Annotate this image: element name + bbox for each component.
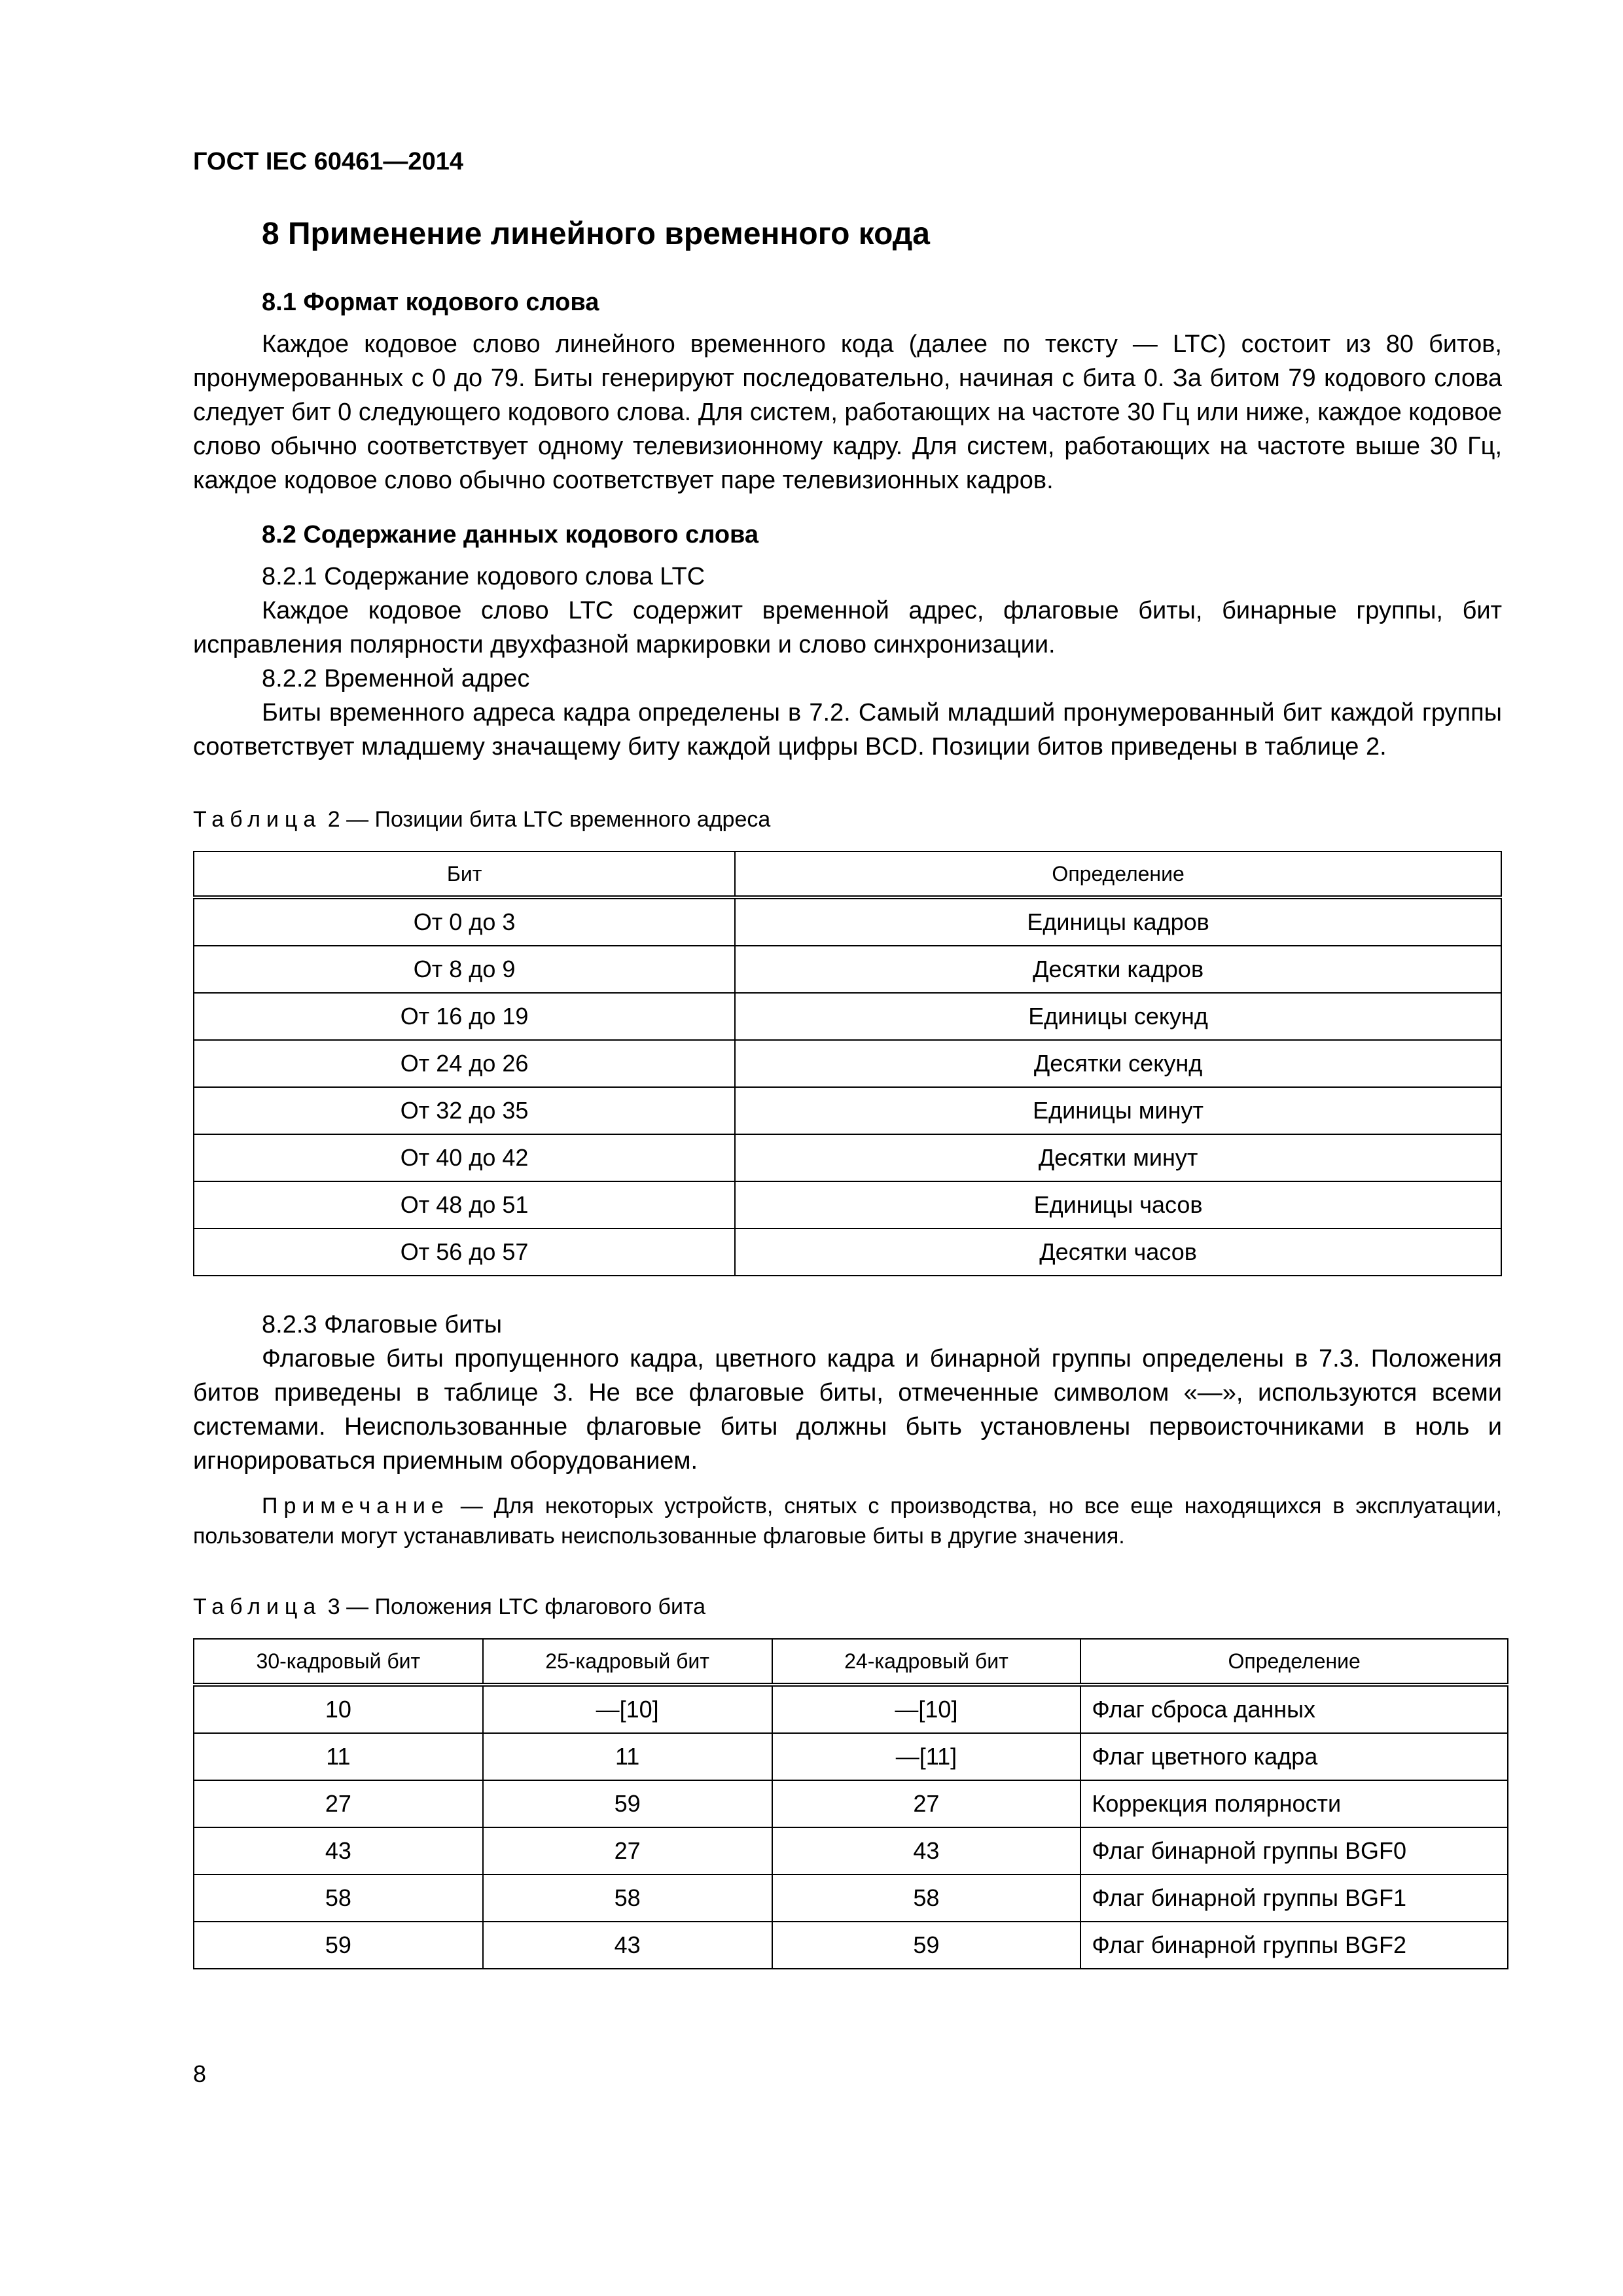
note: [193, 1491, 1502, 1551]
section-title: 8 Применение линейного временного кода: [262, 217, 930, 251]
standard-header: ГОСТ IEC 60461—2014: [193, 148, 463, 175]
table-cell: 58: [772, 1874, 1081, 1922]
table-cell: Флаг бинарной группы BGF2: [1080, 1922, 1508, 1969]
table-2-caption: [193, 807, 1502, 833]
table-row: [194, 1181, 1501, 1229]
table-cell: Десятки кадров: [735, 946, 1501, 993]
table-3-caption: [193, 1594, 1502, 1620]
table-cell: 43: [194, 1827, 483, 1874]
table-cell: 59: [483, 1780, 772, 1827]
table-row: [194, 1733, 1508, 1780]
table-cell: Флаг бинарной группы BGF1: [1080, 1874, 1508, 1922]
table-3: [193, 1638, 1508, 1969]
table-cell: 58: [483, 1874, 772, 1922]
table-cell: Единицы кадров: [735, 897, 1501, 946]
table-2-header-definition: Определение: [735, 852, 1501, 897]
table-cell: —[10]: [483, 1685, 772, 1733]
subsection-8-2-2-text: Биты временного адреса кадра определены в 7.2. Самый младший пронумерованный бит каждой группы соответствует младшему значащему биту каждой цифры BCD. Позиции битов приведены в таблице 2.: [193, 699, 1502, 761]
table-row: [194, 1040, 1501, 1087]
table-cell: От 8 до 9: [194, 946, 735, 993]
table-cell: Десятки часов: [735, 1229, 1501, 1276]
table-3-header-30: 30-кадровый бит: [194, 1639, 483, 1685]
table-cell: Единицы секунд: [735, 993, 1501, 1040]
table-2-header-bit: Бит: [194, 852, 735, 897]
table-3-header-24: 24-кадровый бит: [772, 1639, 1081, 1685]
table-cell: —[11]: [772, 1733, 1081, 1780]
table-row: [194, 1780, 1508, 1827]
table-cell: —[10]: [772, 1685, 1081, 1733]
table-cell: От 40 до 42: [194, 1134, 735, 1181]
subsection-8-2-1-text: Каждое кодовое слово LTC содержит временной адрес, флаговые биты, бинарные группы, бит исправления полярности двухфазной маркировки и слово синхронизации.: [193, 597, 1502, 658]
table-row: [194, 1134, 1501, 1181]
table-row: [194, 1087, 1501, 1134]
table-cell: Флаг сброса данных: [1080, 1685, 1508, 1733]
table-row: [194, 1827, 1508, 1874]
table-cell: 58: [194, 1874, 483, 1922]
table-row: [194, 946, 1501, 993]
table-3-label: Таблица: [193, 1594, 322, 1619]
table-cell: Десятки секунд: [735, 1040, 1501, 1087]
table-cell: 59: [772, 1922, 1081, 1969]
table-cell: От 48 до 51: [194, 1181, 735, 1229]
table-cell: Коррекция полярности: [1080, 1780, 1508, 1827]
table-row: [194, 897, 1501, 946]
table-row: [194, 1685, 1508, 1733]
table-3-header-25: 25-кадровый бит: [483, 1639, 772, 1685]
table-row: [194, 1229, 1501, 1276]
table-cell: От 32 до 35: [194, 1087, 735, 1134]
subsection-8-2-2-title: 8.2.2 Временной адрес: [262, 665, 530, 692]
table-cell: Флаг цветного кадра: [1080, 1733, 1508, 1780]
note-label: Примечание: [262, 1494, 450, 1518]
table-cell: От 16 до 19: [194, 993, 735, 1040]
subsection-8-2-3-title: 8.2.3 Флаговые биты: [262, 1311, 503, 1338]
table-cell: 43: [483, 1922, 772, 1969]
table-cell: 27: [483, 1827, 772, 1874]
page-number: 8: [193, 2060, 207, 2087]
page-content: [193, 216, 1502, 1969]
table-cell: 27: [194, 1780, 483, 1827]
table-3-header-definition: Определение: [1080, 1639, 1508, 1685]
table-row: [194, 993, 1501, 1040]
note-text: — Для некоторых устройств, снятых с производства, но все еще находящихся в эксплуатации, пользователи могут устанавливать неиспользованные флаговые биты в другие значения.: [193, 1494, 1502, 1549]
table-cell: 10: [194, 1685, 483, 1733]
table-3-caption-text: 3 — Положения LTC флагового бита: [321, 1594, 706, 1619]
table-2-caption-text: 2 — Позиции бита LTC временного адреса: [321, 807, 771, 832]
subsection-8-2-1-title: 8.2.1 Содержание кодового слова LTC: [262, 563, 705, 590]
table-row: [194, 1874, 1508, 1922]
table-2: [193, 851, 1502, 1276]
table-cell: Флаг бинарной группы BGF0: [1080, 1827, 1508, 1874]
table-cell: 11: [483, 1733, 772, 1780]
table-cell: От 56 до 57: [194, 1229, 735, 1276]
table-cell: 43: [772, 1827, 1081, 1874]
table-2-label: Таблица: [193, 807, 322, 832]
table-cell: 11: [194, 1733, 483, 1780]
subsection-8-2-title: 8.2 Содержание данных кодового слова: [262, 521, 759, 548]
table-cell: От 0 до 3: [194, 897, 735, 946]
table-cell: Единицы часов: [735, 1181, 1501, 1229]
table-cell: Единицы минут: [735, 1087, 1501, 1134]
table-cell: 59: [194, 1922, 483, 1969]
table-cell: 27: [772, 1780, 1081, 1827]
table-cell: От 24 до 26: [194, 1040, 735, 1087]
table-row: [194, 1922, 1508, 1969]
table-cell: Десятки минут: [735, 1134, 1501, 1181]
subsection-8-1-title: 8.1 Формат кодового слова: [262, 289, 599, 316]
subsection-8-2-3-text: Флаговые биты пропущенного кадра, цветного кадра и бинарной группы определены в 7.3. Положения битов приведены в таблице 3. Не все флаговые биты, отмеченные символом «—», используются всеми системами. Неиспользованные флаговые биты должны быть установлены первоисточниками в ноль и игнорироваться приемным оборудованием.: [193, 1345, 1502, 1475]
subsection-8-1-text: Каждое кодовое слово линейного временного кода (далее по тексту — LTC) состоит из 80 битов, пронумерованных с 0 до 79. Биты генерируют последовательно, начиная с бита 0. За битом 79 кодового слова следует бит 0 следующего кодового слова. Для систем, работающих на частоте 30 Гц или ниже, каждое кодовое слово обычно соответствует одному телевизионному кадру. Для систем, работающих на частоте выше 30 Гц, каждое кодовое слово обычно соответствует паре телевизионных кадров.: [193, 331, 1502, 494]
